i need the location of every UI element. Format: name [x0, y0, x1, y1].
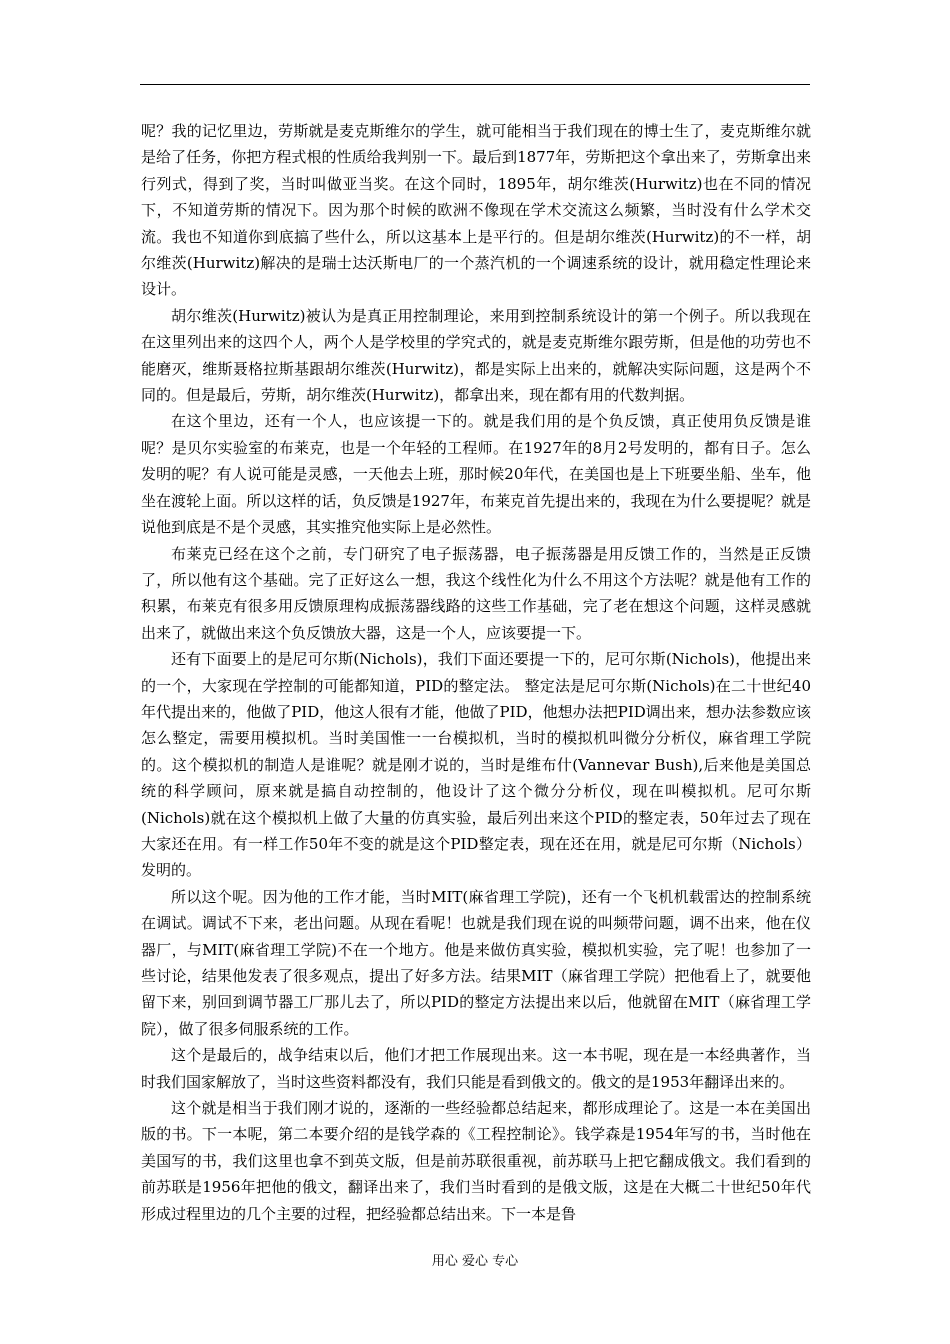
body-text: [141, 118, 811, 1227]
paragraph: 还有下面要上的是尼可尔斯(Nichols)，我们下面还要提一下的，尼可尔斯(Nichols)，他提出来的一个，大家现在学控制的可能都知道，PID的整定法。 整定法是尼可尔斯(Nichols)在二十世纪40年代提出来的，他做了PID，他这人很有才能，他做了PID，他想办法把PID调出来，想办法参数应该怎么整定，需要用模拟机。当时美国惟一一台模拟机，当时的模拟机叫微分分析仪，麻省理工学院的。这个模拟机的制造人是谁呢？就是刚才说的，当时是维布什(Vannevar Bush),后来他是美国总统的科学顾问，原来就是搞自动控制的，他设计了这个微分分析仪，现在叫模拟机。尼可尔斯(Nichols)就在这个模拟机上做了大量的仿真实验，最后列出来这个PID的整定表，50年过去了现在大家还在用。有一样工作50年不变的就是这个PID整定表，现在还在用，就是尼可尔斯（Nichols）发明的。: [141, 650, 811, 880]
paragraph: 呢？我的记忆里边，劳斯就是麦克斯维尔的学生，就可能相当于我们现在的博士生了，麦克斯维尔就是给了任务，你把方程式根的性质给我判别一下。最后到1877年，劳斯把这个拿出来了，劳斯拿出来行列式，得到了奖，当时叫做亚当奖。在这个同时，1895年，胡尔维茨(Hurwitz)也在不同的情况下，不知道劳斯的情况下。因为那个时候的欧洲不像现在学术交流这么频繁，当时没有什么学术交流。我也不知道你到底搞了些什么，所以这基本上是平行的。但是胡尔维茨(Hurwitz)的不一样，胡尔维茨(Hurwitz)解决的是瑞士达沃斯电厂的一个蒸汽机的一个调速系统的设计，就用稳定性理论来设计。: [141, 122, 811, 299]
paragraph: 在这个里边，还有一个人，也应该提一下的。就是我们用的是个负反馈，真正使用负反馈是谁呢？是贝尔实验室的布莱克，也是一个年轻的工程师。在1927年的8月2号发明的，都有日子。怎么发明的呢？有人说可能是灵感，一天他去上班，那时候20年代，在美国也是上下班要坐船、坐车，他坐在渡轮上面。所以这样的话，负反馈是1927年，布莱克首先提出来的，我现在为什么要提呢？就是说他到底是不是个灵感，其实推究他实际上是必然性。: [141, 412, 811, 537]
paragraph: 这个是最后的，战争结束以后，他们才把工作展现出来。这一本书呢，现在是一本经典著作，当时我们国家解放了，当时这些资料都没有，我们只能是看到俄文的。俄文的是1953年翻译出来的。: [141, 1046, 811, 1091]
paragraph: 这个就是相当于我们刚才说的，逐渐的一些经验都总结起来，都形成理论了。这是一本在美国出版的书。下一本呢，第二本要介绍的是钱学森的《工程控制论》。钱学森是1954年写的书，当时他在美国写的书，我们这里也拿不到英文版，但是前苏联很重视，前苏联马上把它翻成俄文。我们看到的前苏联是1956年把他的俄文，翻译出来了，我们当时看到的是俄文版，这是在大概二十世纪50年代形成过程里边的几个主要的过程，把经验都总结出来。下一本是鲁: [141, 1099, 811, 1223]
page-footer: 用心 爱心 专心: [431, 1254, 519, 1269]
paragraph: 所以这个呢。因为他的工作才能，当时MIT(麻省理工学院)，还有一个飞机机载雷达的控制系统在调试。调试不下来，老出问题。从现在看呢！也就是我们现在说的叫频带问题，调不出来，他在仪器厂，与MIT(麻省理工学院)不在一个地方。他是来做仿真实验，模拟机实验，完了呢！也参加了一些讨论，结果他发表了很多观点，提出了好多方法。结果MIT（麻省理工学院）把他看上了，就要他留下来，别回到调节器工厂那儿去了，所以PID的整定方法提出来以后，他就留在MIT（麻省理工学院），做了很多伺服系统的工作。: [141, 887, 811, 1038]
header-rule: [140, 84, 810, 85]
paragraph: 布莱克已经在这个之前，专门研究了电子振荡器，电子振荡器是用反馈工作的，当然是正反馈了，所以他有这个基础。完了正好这么一想，我这个线性化为什么不用这个方法呢？就是他有工作的积累，布莱克有很多用反馈原理构成振荡器线路的这些工作基础，完了老在想这个问题，这样灵感就出来了，就做出来这个负反馈放大器，这是一个人，应该要提一下。: [141, 544, 811, 642]
paragraph: 胡尔维茨(Hurwitz)被认为是真正用控制理论，来用到控制系统设计的第一个例子。所以我现在在这里列出来的这四个人，两个人是学校里的学究式的，就是麦克斯维尔跟劳斯，但是他的功劳也不能磨灭，维斯聂格拉斯基跟胡尔维茨(Hurwitz)，都是实际上出来的，就解决实际问题，这是两个不同的。但是最后，劳斯，胡尔维茨(Hurwitz)，都拿出来，现在都有用的代数判据。: [141, 306, 811, 405]
